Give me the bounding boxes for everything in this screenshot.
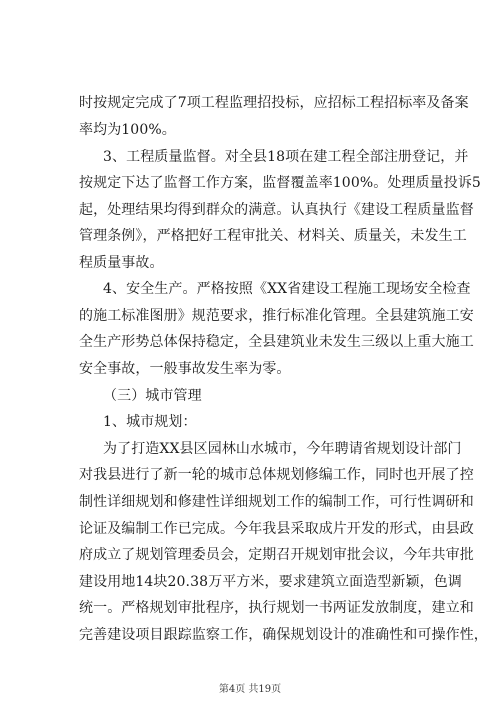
text-line: 建设用地14块20.38万平方米，要求建筑立面造型新颖，色调 <box>79 574 462 590</box>
text-line: 论证及编制工作已完成。今年我县采取成片开发的形式，由县政 <box>79 521 474 537</box>
page-number-footer: 第4页 共19页 <box>218 684 282 695</box>
text-line: 安全事故，一般事故发生率为零。 <box>79 361 291 377</box>
text-line: 3、工程质量监督。对全县18项在建工程全部注册登记，并 <box>103 149 469 165</box>
text-line: 管理条例》，严格把好工程审批关、材料关、质量关，未发生工 <box>79 228 467 244</box>
text-line: 时按规定完成了7项工程监理招投标，应招标工程招标率及备案 <box>79 95 469 111</box>
text-line: 的施工标准图册》规范要求，推行标准化管理。全县建筑施工安 <box>79 308 474 324</box>
text-line: 对我县进行了新一轮的城市总体规划修编工作，同时也开展了控 <box>79 467 474 483</box>
text-line: 率均为100%。 <box>79 122 176 138</box>
text-line: 府成立了规划管理委员会，定期召开规划审批会议，今年共审批 <box>79 547 474 563</box>
text-line: 全生产形势总体保持稳定，全县建筑业未发生三级以上重大施工 <box>79 334 474 350</box>
text-line: 完善建设项目跟踪监察工作，确保规划设计的准确性和可操作性， <box>79 627 488 643</box>
text-line: 4、安全生产。严格按照《XX省建设工程施工现场安全检查 <box>103 281 471 297</box>
text-line: 为了打造XX县区园林山水城市，今年聘请省规划设计部门 <box>103 441 462 457</box>
text-line: 起，处理结果均得到群众的满意。认真执行《建设工程质量监督 <box>79 202 474 218</box>
section-heading: （三）城市管理 <box>103 388 202 404</box>
text-line: 统一。严格规划审批程序，执行规划一书两证发放制度，建立和 <box>79 600 474 616</box>
text-line: 制性详细规划和修建性详细规划工作的编制工作，可行性调研和 <box>79 494 474 510</box>
text-line: 按规定下达了监督工作方案，监督覆盖率100%。处理质量投诉5 <box>79 175 481 191</box>
subsection-heading: 1、城市规划： <box>103 414 197 430</box>
text-line: 程质量事故。 <box>79 255 164 271</box>
